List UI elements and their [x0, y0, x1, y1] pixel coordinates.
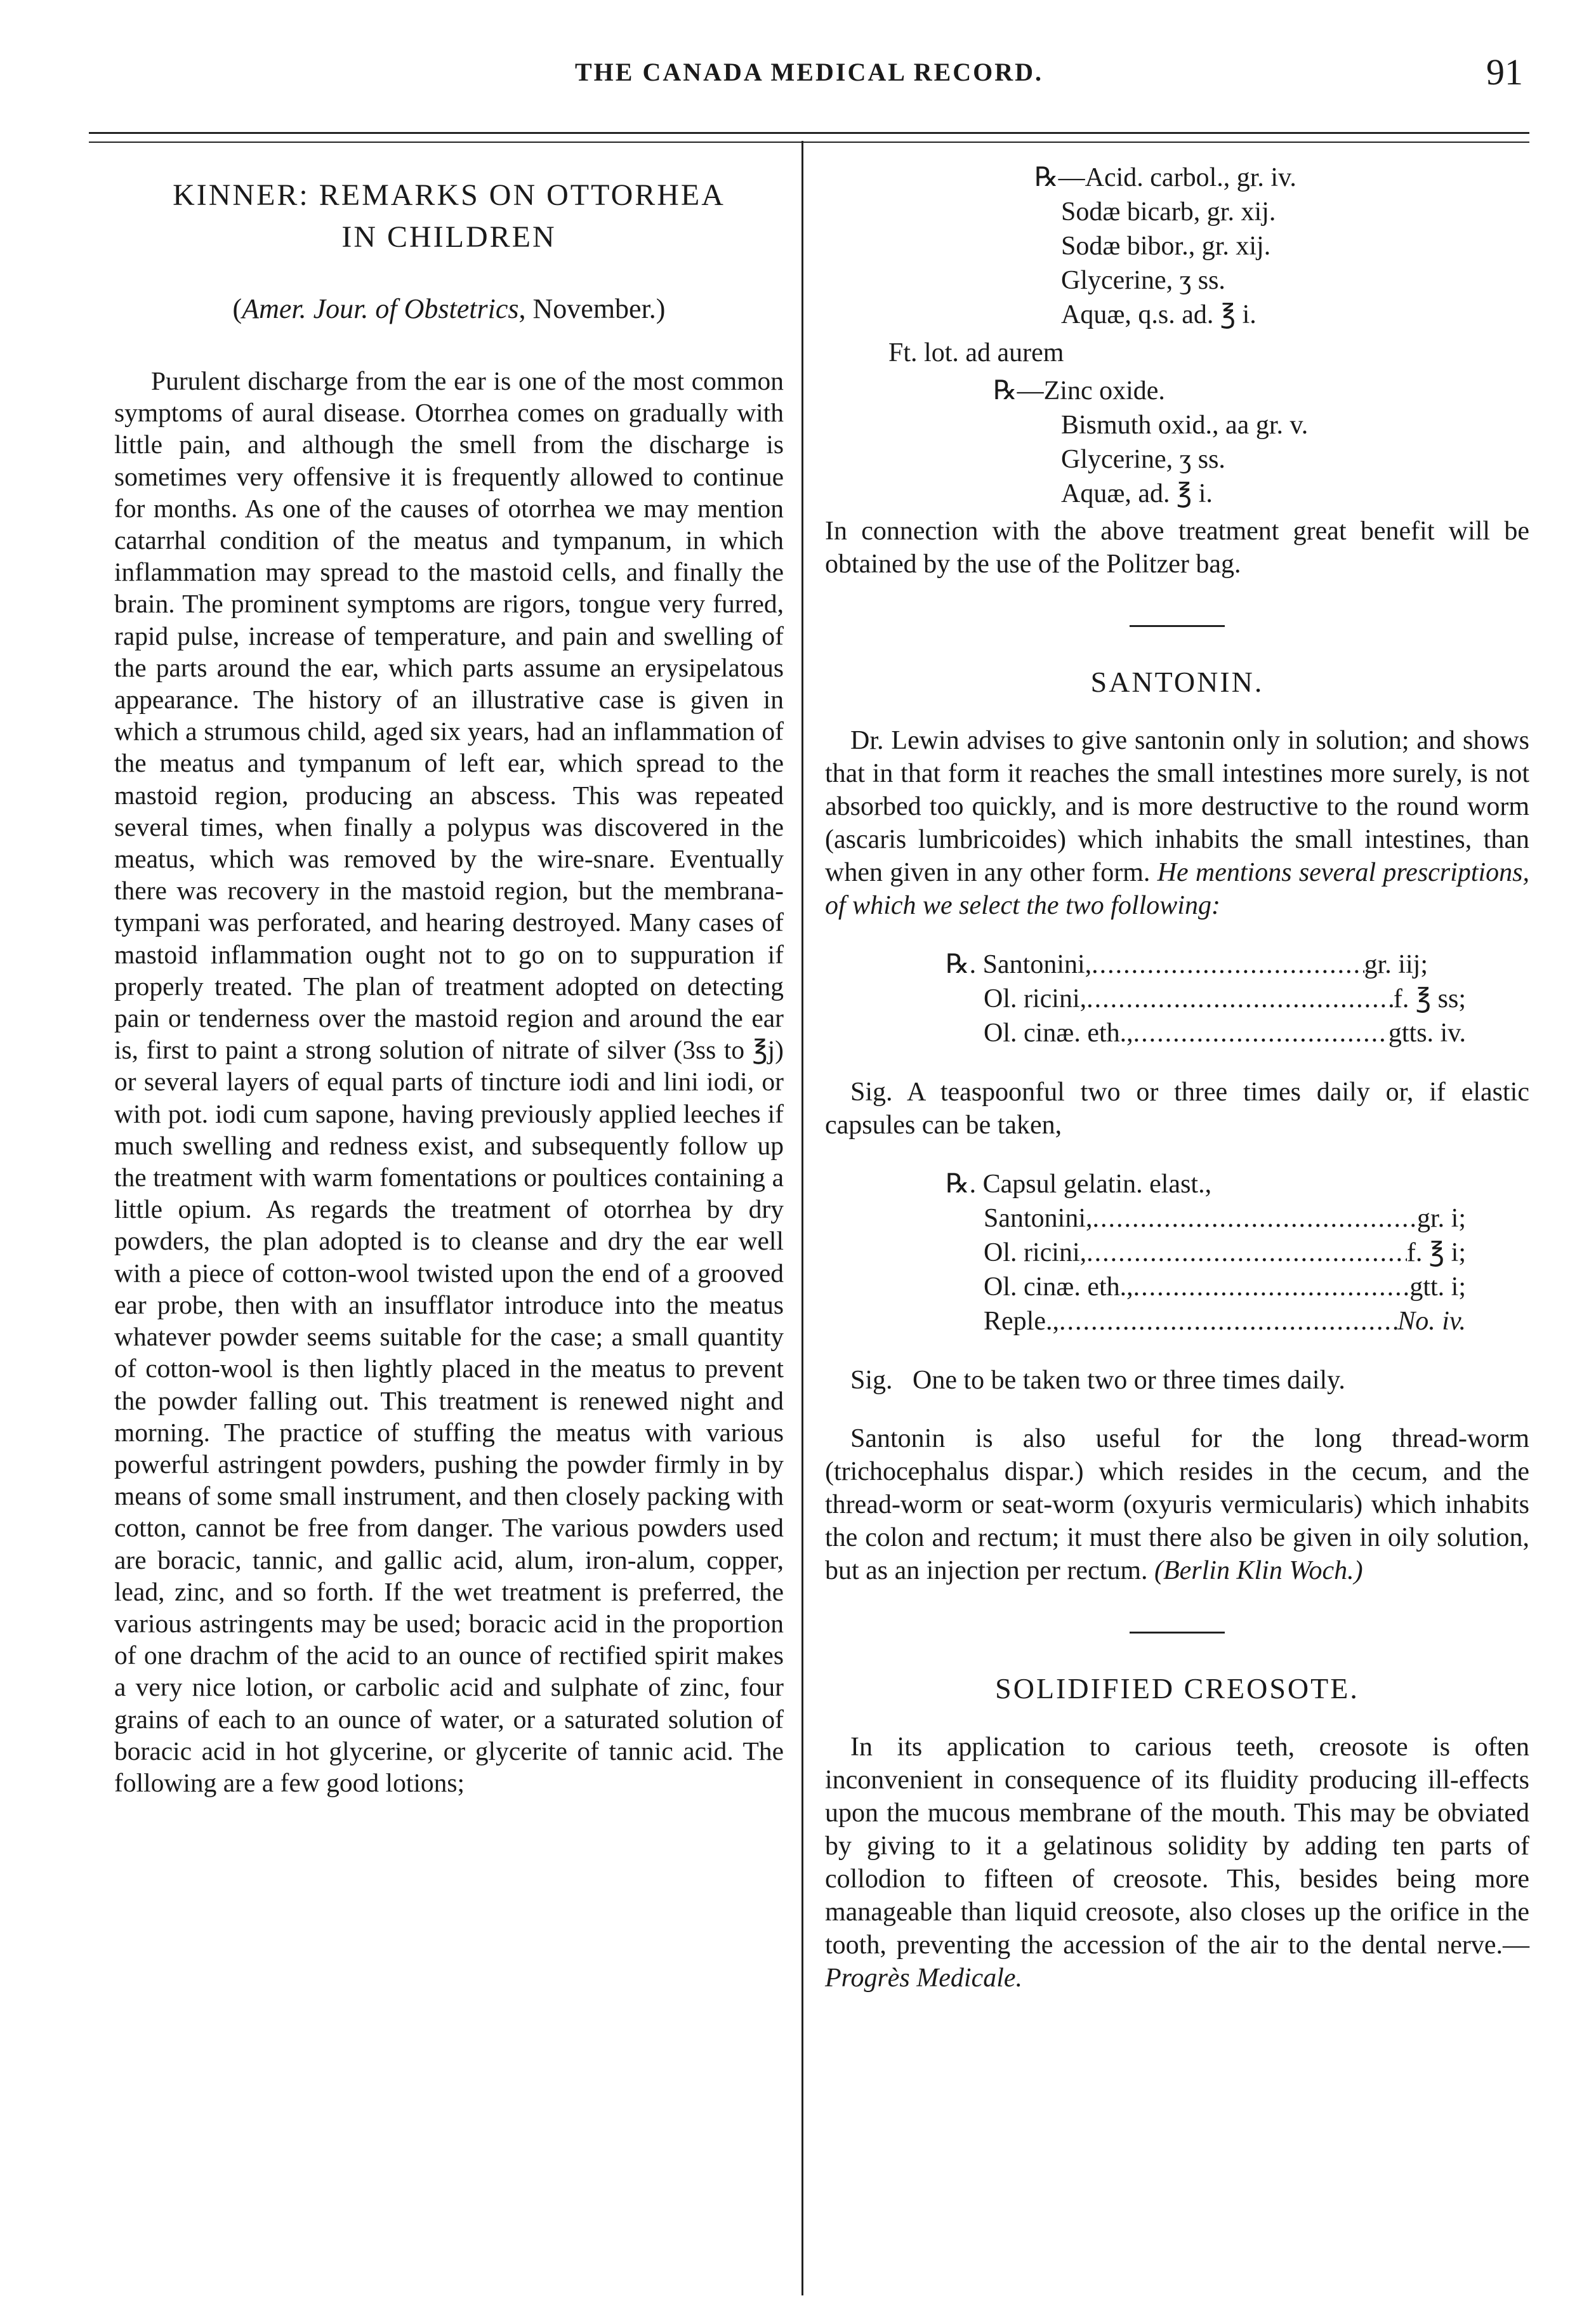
citation-journal: Amer. Jour. of Obstetrics	[242, 293, 519, 324]
creosote-source: Progrès Medicale.	[825, 1964, 1023, 1993]
rx-line: Aquæ, q.s. ad. ℥ i.	[1061, 300, 1256, 329]
article-title-line2: IN CHILDREN	[341, 220, 557, 254]
santonin-source: (Berlin Klin Woch.)	[1154, 1556, 1363, 1585]
left-column	[114, 149, 784, 1799]
rx-line: Aquæ, ad. ℥ i.	[1061, 479, 1213, 508]
header-rule	[89, 132, 1529, 143]
rx-line: ℞—Zinc oxide.	[993, 376, 1165, 406]
column-divider	[801, 141, 803, 2295]
rx-row: ℞. Santonini, ..... gr. iij;	[946, 947, 1428, 982]
article-paragraph: Purulent discharge from the ear is one of the most common symptoms of aural disease. Otorrhea comes on gradually with little pain, and although the smell from the discharge is sometimes very offensive it is frequently allowed to continue for months. As one of the causes of otorrhea we may mention catarrhal condition of the meatus and tympanum, in which inflammation may spread to the mastoid cells, and finally the brain. The prominent symptoms are rigors, tongue very furred, rapid pulse, increase of temperature, and pain and swelling of the parts around the ear, which parts assume an erysipelatous appearance. The history of an illustrative case is given in which a strumous child, aged six years, had an inflammation of the meatus and tympanum of left ear, which spread to the mastoid region, producing an abscess. This was repeated several times, when finally a polypus was discovered in the meatus, which was removed by the wire-snare. Eventually there was recovery in the mastoid region, but the membrana-tympani was perforated, and hearing destroyed. Many cases of mastoid inflammation ought not to go on to suppuration if properly treated. The plan of treatment adopted on detecting pain or tenderness over the mastoid region and around the ear is, first to paint a strong solution of nitrate of silver (3ss to ℥j) or several layers of equal parts of tincture iodi and lini iodi, or with pot. iodi cum sapone, having previously applied leeches if much swelling and redness exist, and subsequently follow up the treatment with warm fomentations or poultices containing a little opium. As regards the treatment of otorrhea by dry powders, the plan adopted is to cleanse and dry the ear well with a piece of cotton-wool twisted upon the end of a grooved ear probe, then with an insufflator introduce into the meatus whatever powder seems suitable for the case; a small quantity of cotton-wool is then lightly placed in the meatus to prevent the powder falling out. This treatment is renewed night and morning. The practice of stuffing the meatus with various powerful astringent powders, pushing the powder firmly in by means of some small instrument, and then closely packing with cotton, cannot be free from danger. The various powders used are boracic, tannic, and gallic acid, alum, iron-alum, copper, lead, zinc, and so forth. If the wet treatment is preferred, the various astringents may be used; boracic acid in the proportion of one drachm of the acid to an ounce of rectified spirit makes a very nice lotion, or carbolic acid and sulphate of zinc, four grains of each to an ounce of water, or a saturated solution of boracic acid in hot glycerine, or glycerite of tannic acid. The following are a few good lotions;	[114, 366, 784, 1797]
rx-row: Santonini, ..... gr. i;	[946, 1201, 1466, 1236]
santonin-prescription-1	[946, 947, 1529, 1050]
section-rule	[1130, 625, 1225, 627]
lotion-note: Ft. lot. ad aurem	[888, 338, 1064, 367]
right-column	[825, 149, 1529, 1995]
santonin-sig-1: Sig. A teaspoonful two or three times daily or, if elastic capsules can be taken,	[825, 1078, 1529, 1140]
rx-head: ℞. Capsul gelatin. elast.,	[946, 1170, 1212, 1199]
rx-line: Sodæ bibor., gr. xij.	[1061, 232, 1271, 261]
rx-row: Ol. ricini, ..... f. ℥ ss;	[946, 982, 1466, 1016]
creosote-title: SOLIDIFIED CREOSOTE.	[995, 1672, 1359, 1705]
section-rule	[1130, 1632, 1225, 1634]
rx-row: Ol. ricini, ..... f. ℥ i;	[946, 1236, 1466, 1270]
rx-row: Reple., ..... No. iv.	[946, 1304, 1466, 1338]
rx-line: Sodæ bicarb, gr. xij.	[1061, 197, 1276, 227]
page-number: 91	[1486, 51, 1523, 93]
santonin-intro: Dr. Lewin advises to give santonin only in solution; and shows that in that form it reaches the small intestines more surely, is not absorbed too quickly, and is more destructive to the round worm (ascaris lumbricoides) which inhabits the small intestines, than when given in any other form. He mentions several prescriptions, of which we select the two following:	[825, 726, 1530, 920]
article-title-line1: KINNER: REMARKS ON OTTORHEA	[173, 178, 725, 212]
rx-line: Bismuth oxid., aa gr. v.	[1061, 411, 1309, 440]
creosote-paragraph: In its application to carious teeth, creosote is often inconvenient in consequence of its fluidity producing ill-effects upon the mucous membrane of the mouth. This may be obviated by giving to it a gelatinous solidity by adding ten parts of collodion to fifteen of creosote. This, besides being more manageable than liquid creosote, also closes up the orifice in the tooth, preventing the accession of the air to the dental nerve.—Progrès Medicale.	[825, 1733, 1529, 1993]
santonin-title: SANTONIN.	[1090, 666, 1264, 698]
lotion-prescription-1	[825, 161, 1529, 332]
rx-line: Glycerine, ʒ ss.	[1061, 266, 1225, 295]
politzer-note: In connection with the above treatment great benefit will be obtained by the use of the Politzer bag.	[825, 517, 1529, 579]
santonin-closing: Santonin is also useful for the long thread-worm (trichocephalus dispar.) which resides in the cecum, and the thread-worm or seat-worm (oxyuris vermicularis) which inhabits the colon and rectum; it must there also be given in oily solution, but as an injection per rectum. (Berlin Klin Woch.)	[825, 1424, 1529, 1585]
lotion-prescription-2	[825, 374, 1529, 511]
running-title: THE CANADA MEDICAL RECORD.	[574, 58, 1044, 86]
page-header	[89, 51, 1529, 102]
rx-row: Ol. cinæ. eth., ..... gtts. iv.	[946, 1016, 1466, 1050]
article-citation: (Amer. Jour. of Obstetrics, November.)	[232, 293, 666, 324]
rx-line: Glycerine, ʒ ss.	[1061, 445, 1225, 474]
santonin-prescription-2	[946, 1167, 1529, 1338]
rx-row: Ol. cinæ. eth., ..... gtt. i;	[946, 1270, 1466, 1304]
santonin-sig-2: Sig. One to be taken two or three times daily.	[850, 1366, 1345, 1395]
rx-line: ℞—Acid. carbol., gr. iv.	[1034, 163, 1296, 192]
article-title	[114, 175, 784, 258]
